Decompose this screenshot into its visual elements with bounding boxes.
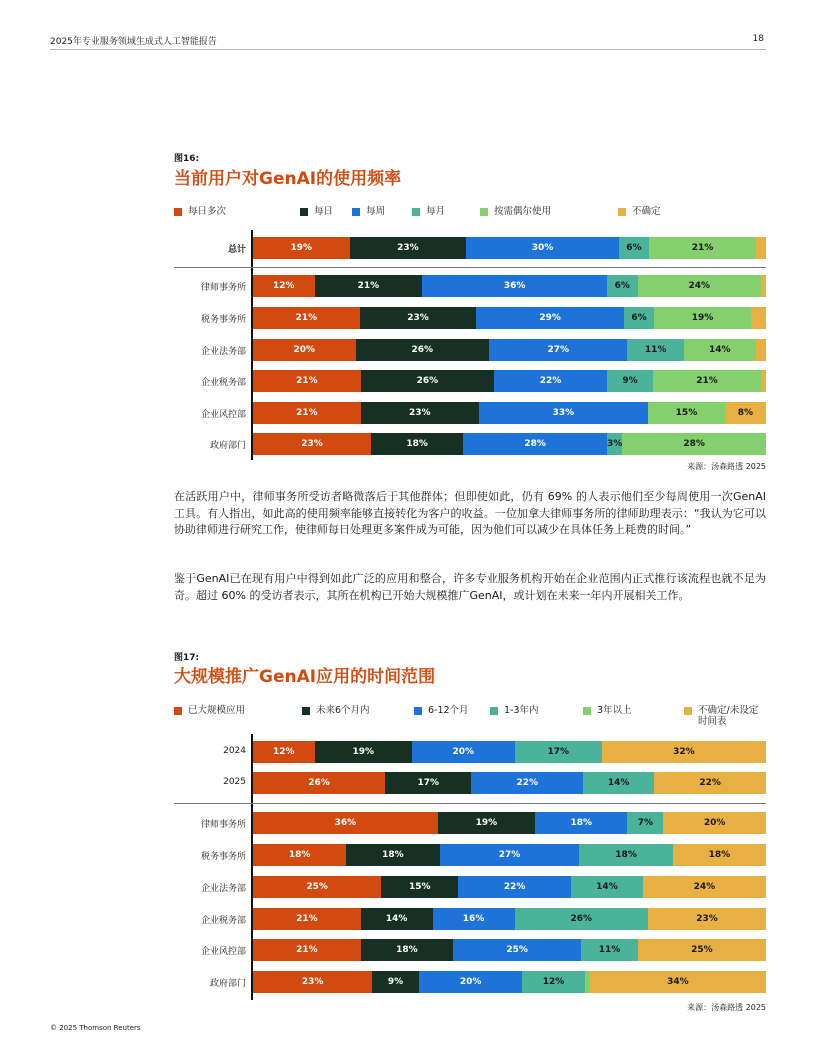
fig17-bar-row: [253, 908, 766, 930]
fig17-data-label: 22%: [699, 778, 721, 788]
fig17-data-label: 18%: [615, 850, 637, 860]
fig17-bar-segment: [385, 772, 471, 794]
fig17-legend-item: [490, 705, 570, 716]
fig17-bar-segment: [253, 971, 372, 993]
fig17-data-label: 17%: [547, 747, 569, 757]
fig17-data-label: 26%: [308, 778, 330, 788]
fig16-bar-segment: [253, 433, 371, 455]
fig17-data-label: 12%: [273, 747, 295, 757]
fig16-data-label: 23%: [397, 243, 419, 253]
fig16-bar-segment: [360, 307, 477, 329]
fig16-bar-segment: [619, 237, 649, 259]
fig16-legend-item: [300, 206, 350, 217]
fig17-legend-label: 不确定/未设定时间表: [698, 705, 759, 727]
fig17-legend-label: 3年以上: [597, 705, 632, 716]
fig16-bar-row: [253, 339, 766, 361]
fig16-bar-segment: [725, 402, 766, 424]
fig17-legend-swatch: [583, 707, 591, 715]
fig16-bar-segment: [622, 433, 766, 455]
fig16-data-label: 21%: [295, 313, 318, 323]
fig17-bar-segment: [643, 876, 766, 898]
fig17-legend-item: [414, 705, 484, 716]
fig16-data-label: 19%: [290, 243, 313, 253]
fig17-bar-segment: [663, 812, 766, 834]
fig16-bar-segment: [315, 275, 423, 297]
fig17-data-label: 7%: [637, 818, 654, 828]
fig17-legend-swatch: [490, 707, 498, 715]
fig16-bar-row: [253, 307, 766, 329]
fig17-legend-label: 1-3年内: [504, 705, 539, 716]
fig17-bar-segment: [581, 939, 637, 961]
fig17-data-label: 22%: [516, 778, 539, 788]
fig17-legend-item: [302, 705, 397, 716]
fig17-bar-segment: [638, 939, 766, 961]
fig16-bar-segment: [253, 370, 361, 392]
fig16-data-label: 19%: [691, 313, 714, 323]
fig17-bar-segment: [648, 908, 766, 930]
page-number: 18: [752, 34, 764, 44]
fig17-data-label: 26%: [570, 914, 593, 924]
fig16-bar-segment: [654, 307, 751, 329]
fig17-legend-swatch: [414, 707, 422, 715]
fig17-legend-label: 6-12个月: [428, 705, 469, 716]
fig17-legend-label: 已大规模应用: [188, 705, 246, 716]
fig16-data-label: 8%: [737, 408, 754, 418]
fig16-bar-segment: [756, 237, 766, 259]
fig16-bar-segment: [361, 402, 479, 424]
fig17-bar-segment: [253, 876, 381, 898]
fig16-bar-segment: [649, 237, 756, 259]
fig16-legend-swatch: [174, 208, 182, 216]
fig17-data-label: 19%: [352, 747, 375, 757]
fig16-bar-segment: [253, 237, 350, 259]
fig17-bar-segment: [440, 844, 580, 866]
fig17-bar-segment: [590, 971, 766, 993]
fig17-bar-row: [253, 741, 766, 763]
fig16-row-label: 总计: [227, 245, 246, 255]
fig16-data-label: 3%: [606, 439, 623, 449]
fig17-data-label: 14%: [596, 882, 618, 892]
fig16-bar-segment: [350, 237, 467, 259]
body-paragraph-1: 在活跃用户中，律师事务所受访者略微落后于其他群体；但即使如此，仍有 69% 的人表示他们至少每周使用一次GenAI工具。有人指出，如此高的使用频率能够直接转化为客户的收益。一位加拿大律师事务所的律师助理表示：“我认为它可以协助律师进行研究工作，使律师每日处理更多案件成为可能，因为他们可以减少在具体任务上耗费的时间。”: [174, 490, 766, 536]
fig17-legend-item: [684, 705, 764, 727]
fig16-legend-item: [412, 206, 467, 217]
fig17-legend-swatch: [174, 707, 182, 715]
fig16-legend-label: 每月: [426, 206, 446, 217]
fig17-bar-segment: [361, 908, 433, 930]
fig16-data-label: 27%: [547, 345, 569, 355]
fig16-bar-segment: [476, 307, 623, 329]
fig16-bar-row: [253, 402, 766, 424]
fig17-data-label: 36%: [334, 818, 357, 828]
fig17-row-label: 2025: [223, 777, 246, 787]
fig17-data-label: 18%: [708, 850, 731, 860]
fig16-bar-segment: [653, 370, 761, 392]
fig17-row-label: 税务事务所: [200, 852, 246, 862]
fig16-bar-segment: [607, 275, 638, 297]
figure16-title: 当前用户对GenAI的使用频率: [174, 169, 402, 189]
fig17-data-label: 34%: [667, 977, 689, 987]
fig16-row-label: 企业法务部: [200, 347, 246, 357]
fig16-legend-item: [618, 206, 678, 217]
fig17-row-label: 企业法务部: [200, 884, 246, 894]
fig17-data-label: 32%: [673, 747, 695, 757]
fig16-bar-segment: [607, 433, 622, 455]
fig17-bar-segment: [654, 772, 766, 794]
fig16-legend-label: 每日: [314, 206, 334, 217]
fig16-bar-segment: [361, 370, 494, 392]
fig16-data-label: 21%: [296, 376, 318, 386]
fig17-data-label: 23%: [696, 914, 718, 924]
fig17-legend-label: 未来6个月内: [316, 705, 370, 716]
fig16-bar-segment: [494, 370, 607, 392]
fig17-data-label: 23%: [301, 977, 324, 987]
fig17-data-label: 15%: [408, 882, 431, 892]
fig16-legend-swatch: [352, 208, 360, 216]
fig16-data-label: 11%: [644, 345, 667, 355]
fig16-data-label: 12%: [273, 281, 295, 291]
fig16-data-label: 20%: [293, 345, 316, 355]
fig16-data-label: 18%: [406, 439, 428, 449]
fig17-bar-segment: [253, 772, 385, 794]
fig17-row-label: 2024: [223, 746, 246, 756]
fig17-data-label: 25%: [306, 882, 328, 892]
fig17-legend-item: [583, 705, 653, 716]
fig17-bar-segment: [522, 971, 584, 993]
fig17-data-label: 17%: [417, 778, 439, 788]
fig16-row-label: 企业税务部: [200, 378, 246, 388]
fig17-bar-segment: [253, 844, 346, 866]
fig16-row-label: 政府部门: [209, 441, 246, 451]
fig16-data-label: 23%: [301, 439, 323, 449]
fig16-bar-row: [253, 237, 766, 259]
fig17-data-label: 25%: [506, 945, 528, 955]
fig17-bar-segment: [253, 741, 315, 763]
fig17-bar-segment: [346, 844, 439, 866]
fig16-data-label: 36%: [503, 281, 526, 291]
fig16-data-label: 28%: [683, 439, 705, 449]
fig16-data-label: 23%: [407, 313, 429, 323]
fig17-bar-row: [253, 939, 766, 961]
fig17-data-label: 18%: [570, 818, 593, 828]
fig16-bar-segment: [756, 339, 766, 361]
fig16-separator: [174, 267, 766, 268]
fig17-bar-segment: [627, 812, 663, 834]
fig17-bar-row: [253, 812, 766, 834]
fig17-separator: [174, 803, 766, 804]
fig16-bar-segment: [489, 339, 628, 361]
copyright-footer: © 2025 Thomson Reuters: [50, 1024, 141, 1032]
fig17-data-label: 14%: [607, 778, 630, 788]
fig16-bar-segment: [761, 275, 766, 297]
fig16-data-label: 21%: [696, 376, 718, 386]
fig16-legend-item: [480, 206, 600, 217]
fig16-bar-segment: [253, 307, 360, 329]
fig17-bar-segment: [458, 876, 571, 898]
fig16-bar-row: [253, 433, 766, 455]
fig16-legend-swatch: [412, 208, 420, 216]
fig17-data-label: 20%: [459, 977, 482, 987]
fig16-data-label: 26%: [416, 376, 439, 386]
fig16-row-label: 税务事务所: [200, 315, 246, 325]
fig16-data-label: 9%: [622, 376, 638, 386]
fig17-bar-segment: [412, 741, 515, 763]
fig16-legend-label: 按需偶尔使用: [494, 206, 552, 217]
fig16-legend-item: [352, 206, 407, 217]
fig17-bar-segment: [253, 812, 438, 834]
fig17-legend-swatch: [684, 707, 692, 715]
fig16-data-label: 6%: [614, 281, 630, 291]
fig16-bar-row: [253, 275, 766, 297]
figure17-title: 大规模推广GenAI应用的时间范围: [174, 667, 436, 687]
fig16-data-label: 14%: [709, 345, 731, 355]
fig17-data-label: 21%: [296, 945, 318, 955]
fig17-row-label: 律师事务所: [200, 820, 246, 830]
fig17-bar-segment: [602, 741, 766, 763]
fig16-data-label: 29%: [539, 313, 561, 323]
fig16-bar-segment: [422, 275, 607, 297]
fig16-legend-item: [174, 206, 284, 217]
figure17-source: 来源：汤森路透 2025: [687, 1003, 766, 1012]
fig17-bar-segment: [253, 908, 361, 930]
fig16-data-label: 22%: [539, 376, 562, 386]
fig17-data-label: 20%: [703, 818, 726, 828]
fig17-legend-item: [174, 705, 284, 716]
fig16-data-label: 6%: [626, 243, 642, 253]
fig17-bar-segment: [438, 812, 535, 834]
fig16-bar-segment: [356, 339, 489, 361]
fig16-data-label: 33%: [552, 408, 575, 418]
fig17-bar-segment: [535, 812, 627, 834]
fig16-data-label: 15%: [675, 408, 698, 418]
fig17-data-label: 22%: [503, 882, 526, 892]
fig17-bar-segment: [453, 939, 581, 961]
fig17-data-label: 27%: [498, 850, 521, 860]
fig16-data-label: 21%: [691, 243, 714, 253]
fig17-data-label: 18%: [382, 850, 404, 860]
fig17-data-label: 12%: [542, 977, 565, 987]
fig16-bar-segment: [607, 370, 653, 392]
fig17-data-label: 25%: [691, 945, 713, 955]
fig17-row-label: 企业风控部: [200, 947, 246, 957]
fig16-bar-segment: [463, 433, 607, 455]
figure17-label: 图17:: [174, 653, 200, 663]
fig16-legend-swatch: [300, 208, 308, 216]
fig17-bar-segment: [381, 876, 458, 898]
fig17-bar-segment: [361, 939, 453, 961]
fig16-legend-label: 不确定: [632, 206, 661, 217]
fig17-data-label: 18%: [396, 945, 418, 955]
fig17-bar-segment: [583, 772, 654, 794]
fig17-bar-segment: [471, 772, 583, 794]
body-paragraph-2: 鉴于GenAI已在现有用户中得到如此广泛的应用和整合，许多专业服务机构开始在企业范围内正式推行该流程也就不足为奇。超过 60% 的受访者表示，其所在机构已开始大规模推广GenAI，或计划在未来一年内开展相关工作。: [174, 572, 766, 602]
fig17-bar-segment: [515, 741, 602, 763]
fig17-data-label: 24%: [693, 882, 716, 892]
fig17-row-label: 政府部门: [209, 979, 246, 989]
fig17-bar-segment: [515, 908, 648, 930]
fig16-bar-segment: [761, 370, 766, 392]
fig16-bar-segment: [479, 402, 648, 424]
fig16-legend-label: 每日多次: [188, 206, 227, 217]
fig17-data-label: 18%: [288, 850, 311, 860]
fig17-data-label: 9%: [387, 977, 404, 987]
fig16-bar-row: [253, 370, 766, 392]
fig17-legend-swatch: [302, 707, 310, 715]
figure16-label: 图16:: [174, 154, 200, 164]
fig17-bar-segment: [372, 971, 419, 993]
fig17-bar-row: [253, 876, 766, 898]
fig16-data-label: 23%: [408, 408, 431, 418]
header-rule: [50, 49, 766, 50]
fig16-data-label: 30%: [531, 243, 554, 253]
fig16-bar-segment: [751, 307, 766, 329]
fig16-data-label: 21%: [296, 408, 318, 418]
fig17-bar-segment: [571, 876, 643, 898]
fig17-bar-segment: [253, 939, 361, 961]
fig16-bar-segment: [253, 275, 315, 297]
fig16-bar-segment: [684, 339, 756, 361]
fig16-data-label: 24%: [688, 281, 711, 291]
fig17-bar-row: [253, 772, 766, 794]
fig17-data-label: 19%: [475, 818, 498, 828]
fig16-data-label: 28%: [524, 439, 546, 449]
fig17-data-label: 11%: [598, 945, 621, 955]
fig16-legend-swatch: [618, 208, 626, 216]
fig16-data-label: 6%: [631, 313, 647, 323]
fig17-data-label: 21%: [296, 914, 318, 924]
fig17-bar-segment: [673, 844, 766, 866]
report-title: 2025年专业服务领域生成式人工智能报告: [50, 37, 217, 47]
fig17-bar-segment: [419, 971, 523, 993]
fig17-row-label: 企业税务部: [200, 916, 246, 926]
fig16-bar-segment: [648, 402, 725, 424]
fig16-bar-segment: [466, 237, 618, 259]
fig17-data-label: 16%: [462, 914, 485, 924]
fig17-bar-segment: [315, 741, 412, 763]
fig16-row-label: 企业风控部: [200, 410, 246, 420]
fig17-data-label: 14%: [385, 914, 408, 924]
fig17-bar-segment: [579, 844, 672, 866]
fig16-bar-segment: [371, 433, 463, 455]
fig17-bar-segment: [433, 908, 515, 930]
fig17-bar-row: [253, 844, 766, 866]
fig16-bar-segment: [253, 402, 361, 424]
fig16-row-label: 律师事务所: [200, 283, 246, 293]
fig16-legend-label: 每周: [366, 206, 386, 217]
fig17-data-label: 20%: [452, 747, 475, 757]
fig16-legend-swatch: [480, 208, 488, 216]
fig16-bar-segment: [624, 307, 654, 329]
fig17-bar-row: [253, 971, 766, 993]
fig16-bar-segment: [627, 339, 683, 361]
fig16-bar-segment: [253, 339, 356, 361]
figure16-source: 来源：汤森路透 2025: [687, 462, 766, 471]
fig16-data-label: 21%: [357, 281, 380, 291]
fig16-bar-segment: [638, 275, 761, 297]
fig16-data-label: 26%: [411, 345, 434, 355]
